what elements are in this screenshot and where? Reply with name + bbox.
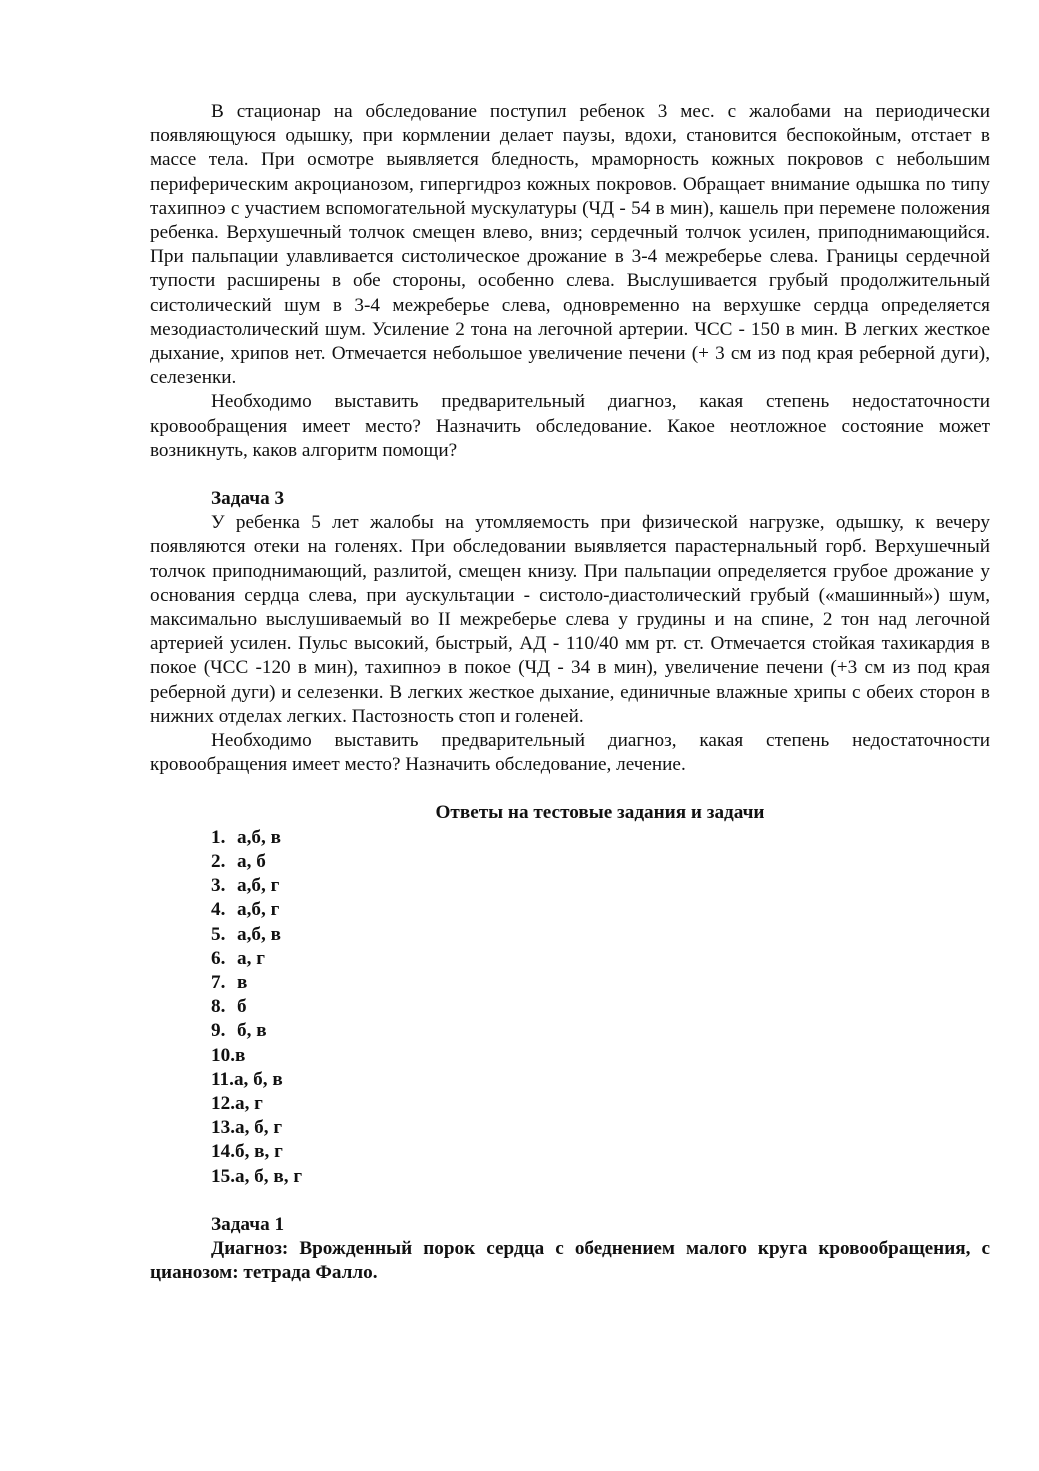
answer-item	[211, 1044, 990, 1068]
task3-case-paragraph: У ребенка 5 лет жалобы на утомляемость при физической нагрузке, одышку, к вечеру появляются отеки на голенях. При обследовании выявляется парастернальный горб. Верхушечный толчок приподнимающий, разлитой, смещен книзу. При пальпации определяется грубое дрожание у основания сердца слева, при аускультации - систоло-диастолический грубый («машинный») шум, максимально выслушиваемый во II межреберье слева у грудины и на спине, 2 тон над легочной артерией усилен. Пульс высокий, быстрый, АД - 110/40 мм рт. ст. Отмечается стойкая тахикардия в покое (ЧСС -120 в мин), тахипноэ в покое (ЧД - 34 в мин), увеличение печени (+3 см из под края реберной дуги) и селезенки. В легких жесткое дыхание, единичные влажные хрипы с обеих сторон в нижних отделах легких. Пастозность стоп и голеней.	[150, 512, 990, 727]
answer-text: а,б, г	[237, 875, 280, 897]
answer-number: 3.	[211, 875, 226, 897]
answer-item	[211, 898, 990, 922]
answer-item	[211, 826, 990, 850]
answer-number: 10.	[211, 1044, 235, 1066]
answer-text: в	[237, 971, 248, 993]
task3-question-paragraph: Необходимо выставить предварительный диагноз, какая степень недостаточности кровообращения имеет место? Назначить обследование, лечение.	[150, 730, 990, 776]
answer-text: а, б, в, г	[234, 1165, 303, 1187]
answer-item	[211, 947, 990, 971]
answer-item	[211, 1165, 990, 1189]
answer-number: 7.	[211, 971, 226, 993]
answer-number: 13.	[211, 1117, 235, 1139]
answer-number: 14.	[211, 1141, 235, 1163]
page-content	[150, 100, 990, 1285]
answer-text: а, г	[234, 1092, 263, 1114]
answer-item	[211, 874, 990, 898]
spacer	[150, 463, 990, 487]
answers-heading: Ответы на тестовые задания и задачи	[435, 802, 765, 824]
answer-item	[211, 971, 990, 995]
task2-case-paragraph: В стационар на обследование поступил ребенок 3 мес. с жалобами на периодически появляющуюся одышку, при кормлении делает паузы, вдохи, становится беспокойным, отстает в массе тела. При осмотре выявляется бледность, мраморность кожных покровов с небольшим периферическим акроцианозом, гипергидроз кожных покровов. Обращает внимание одышка по типу тахипноэ с участием вспомогательной мускулатуры (ЧД - 54 в мин), кашель при перемене положения ребенка. Верхушечный толчок смещен влево, вниз; сердечный толчок усилен, приподнимающийся. При пальпации улавливается систолическое дрожание в 3-4 межреберье слева. Границы сердечной тупости расширены в обе стороны, особенно слева. Выслушивается грубый продолжительный систолический шум в 3-4 межреберье слева, одновременно на верхушке сердца определяется мезодиастолический шум. Усиление 2 тона на легочной артерии. ЧСС - 150 в мин. В легких жесткое дыхание, хрипов нет. Отмечается небольшое увеличение печени (+ 3 см из под края реберной дуги), селезенки.	[150, 101, 990, 389]
answer-text: а,б, г	[237, 899, 280, 921]
answer-text: в	[234, 1044, 246, 1066]
answer-item	[211, 995, 990, 1019]
answer-text: а, б, в	[233, 1068, 283, 1090]
answer-number: 2.	[211, 850, 226, 872]
answer-item	[211, 850, 990, 874]
answer-number: 5.	[211, 923, 226, 945]
answer-item	[211, 1068, 990, 1092]
task3-heading: Задача 3	[211, 488, 285, 510]
answer-number: 9.	[211, 1020, 226, 1042]
answer-text: б	[237, 996, 247, 1018]
answer-number: 4.	[211, 899, 226, 921]
answer-number: 8.	[211, 996, 226, 1018]
answer-text: б, в, г	[234, 1141, 283, 1163]
answer-item	[211, 923, 990, 947]
answer-number: 6.	[211, 947, 226, 969]
task1-answer-heading: Задача 1	[211, 1213, 285, 1235]
answer-item	[211, 1092, 990, 1116]
answer-text: а, г	[237, 947, 265, 969]
answer-number: 1.	[211, 826, 226, 848]
spacer	[150, 777, 990, 801]
task1-diagnosis: Диагноз: Врожденный порок сердца с обеднением малого круга кровообращения, с цианозом: тетрада Фалло.	[150, 1237, 990, 1284]
answer-text: б, в	[237, 1020, 267, 1042]
answer-text: а,б, в	[237, 826, 281, 848]
answer-item	[211, 1140, 990, 1164]
answer-item	[211, 1019, 990, 1043]
answer-item	[211, 1116, 990, 1140]
answer-number: 12.	[211, 1092, 235, 1114]
answer-number: 15.	[211, 1165, 235, 1187]
answers-list	[150, 826, 990, 1189]
answer-text: а, б	[237, 850, 266, 872]
answer-text: а, б, г	[234, 1117, 283, 1139]
answer-text: а,б, в	[237, 923, 281, 945]
answer-number: 11.	[211, 1068, 234, 1090]
spacer	[150, 1189, 990, 1213]
task2-question-paragraph: Необходимо выставить предварительный диагноз, какая степень недостаточности кровообращения имеет место? Назначить обследование. Какое неотложное состояние может возникнуть, каков алгоритм помощи?	[150, 391, 990, 461]
